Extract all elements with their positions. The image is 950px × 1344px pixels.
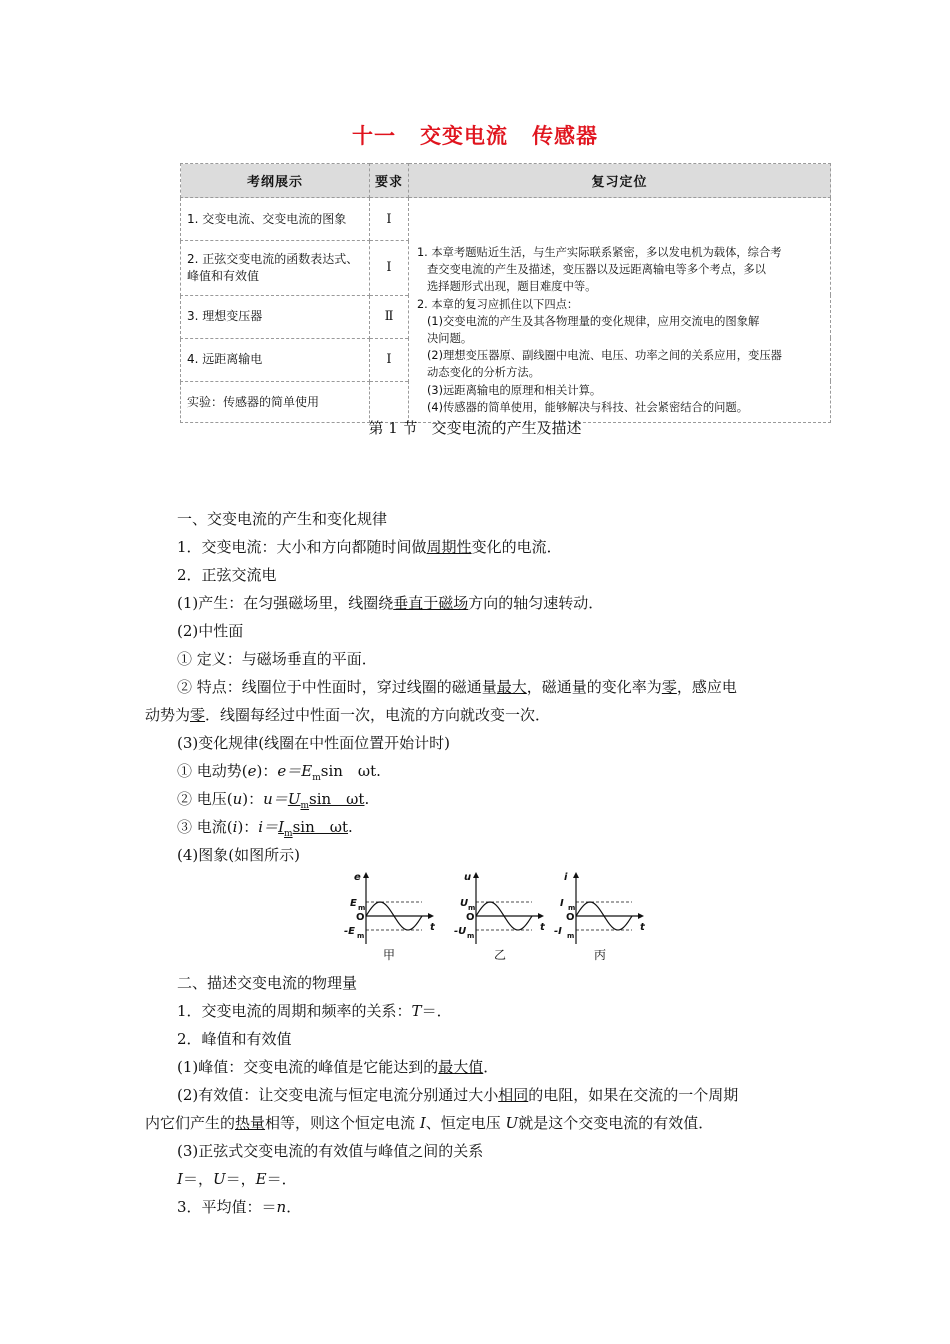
chapter-subtitle: 传感器: [532, 124, 598, 148]
graph-caption: 乙: [494, 948, 507, 962]
origin-label: O: [466, 912, 475, 923]
heading-generation: 一、交变电流的产生和变化规律: [177, 510, 388, 528]
positioning-line: (3)远距离输电的原理和相关计算。: [427, 383, 602, 397]
heading-quantities: 二、描述交变电流的物理量: [177, 974, 358, 992]
paragraph: 2．正弦交流电: [177, 566, 277, 584]
origin-label: O: [566, 912, 575, 923]
paragraph: 1．交变电流：大小和方向都随时间做周期性变化的电流．: [177, 538, 562, 556]
positioning-line: (1)交变电流的产生及其各物理量的变化规律，应用交流电的图象解: [427, 314, 760, 328]
paragraph: 3．平均值：＝n．: [177, 1198, 302, 1216]
graph-e: [344, 872, 436, 944]
syllabus-item: 2. 正弦交变电流的函数表达式、峰值和有效值: [181, 241, 370, 295]
chapter-name: 交变电流: [420, 124, 508, 148]
trough-subscript: m: [357, 932, 365, 940]
positioning-line: 动态变化的分析方法。: [427, 366, 540, 380]
syllabus-requirement: Ⅰ: [370, 198, 409, 241]
x-axis-arrow: [638, 913, 644, 919]
positioning-line: 选择题形式出现，题目难度中等。: [427, 280, 597, 294]
header-positioning: 复习定位: [409, 164, 831, 198]
paragraph: ② 特点：线圈位于中性面时，穿过线圈的磁通量最大，磁通量的变化率为零，感应电: [177, 678, 737, 696]
syllabus-item: 实验：传感器的简单使用: [181, 381, 370, 422]
peak-subscript: m: [358, 904, 366, 912]
time-label: t: [540, 922, 545, 933]
y-axis-arrow: [473, 872, 479, 878]
syllabus-item: 1. 交变电流、交变电流的图象: [181, 198, 370, 241]
y-axis-arrow: [363, 872, 369, 878]
positioning-line: 2. 本章的复习应抓住以下四点：: [417, 297, 579, 311]
positioning-line: 决问题。: [427, 332, 473, 346]
peak-subscript: m: [568, 904, 576, 912]
trough-subscript: m: [467, 932, 475, 940]
paragraph: (3)正弦式交变电流的有效值与峰值之间的关系: [177, 1142, 484, 1160]
peak-label: U: [460, 898, 469, 909]
peak-label: E: [350, 898, 357, 909]
table-row: [181, 198, 831, 241]
paragraph: 内它们产生的热量相等，则这个恒定电流 I、恒定电压 U就是这个交变电流的有效值．: [145, 1114, 714, 1132]
axis-label: u: [464, 872, 472, 883]
x-axis-arrow: [538, 913, 544, 919]
paragraph: (1)峰值：交变电流的峰值是它能达到的最大值．: [177, 1058, 499, 1076]
paragraph: 2．峰值和有效值: [177, 1030, 292, 1048]
peak-subscript: m: [468, 904, 476, 912]
paragraph: 动势为零．线圈每经过中性面一次，电流的方向就改变一次．: [145, 706, 551, 724]
graph-i: [554, 872, 646, 944]
chapter-number: 十一: [352, 124, 396, 148]
formula-rms: I＝，U＝，E＝．: [177, 1170, 297, 1188]
graph-caption: 丙: [594, 948, 607, 962]
paragraph: ① 定义：与磁场垂直的平面．: [177, 650, 377, 668]
syllabus-table: [180, 163, 831, 423]
origin-label: O: [356, 912, 365, 923]
trough-label: -E: [344, 926, 355, 937]
syllabus-requirement: Ⅰ: [370, 241, 409, 295]
section-name: 交变电流的产生及描述: [431, 419, 582, 437]
positioning-line: 1. 本章考题贴近生活，与生产实际联系紧密，多以发电机为载体，综合考: [417, 246, 782, 259]
positioning-line: (2)理想变压器原、副线圈中电流、电压、功率之间的关系应用，变压器: [427, 349, 782, 363]
formula-emf: ① 电动势(e)：$e=E_m\sin$ ωt.: [177, 762, 381, 783]
positioning-line: 查交变电流的产生及描述，变压器以及远距离输电等多个考点，多以: [427, 263, 766, 277]
paragraph: (2)有效值：让交变电流与恒定电流分别通过大小相同的电阻，如果在交流的一个周期: [177, 1086, 739, 1104]
positioning-text: [409, 198, 831, 423]
paragraph: (2)中性面: [177, 622, 244, 640]
trough-subscript: m: [567, 932, 575, 940]
chapter-title: [0, 120, 950, 150]
formula-voltage: ② 电压(u)：$u=U_m\sin$ ωt.: [177, 790, 370, 811]
paragraph: (3)变化规律(线圈在中性面位置开始计时): [177, 734, 450, 752]
positioning-line: (4)传感器的简单使用，能够解决与科技、社会紧密结合的问题。: [427, 400, 749, 414]
syllabus-requirement: Ⅱ: [370, 295, 409, 338]
peak-label: I: [560, 898, 564, 909]
syllabus-requirement: Ⅰ: [370, 338, 409, 381]
syllabus-item: 4. 远距离输电: [181, 338, 370, 381]
x-axis-arrow: [428, 913, 434, 919]
syllabus-item: 3. 理想变压器: [181, 295, 370, 338]
time-label: t: [640, 922, 645, 933]
graph-caption: 甲: [383, 948, 396, 962]
section-title: [0, 417, 950, 438]
paragraph: (1)产生：在匀强磁场里，线圈绕垂直于磁场方向的轴匀速转动．: [177, 594, 604, 612]
trough-label: -I: [554, 926, 562, 937]
trough-label: -U: [454, 926, 467, 937]
y-axis-arrow: [573, 872, 579, 878]
paragraph: (4)图象(如图所示): [177, 846, 300, 864]
syllabus-header-row: [181, 164, 831, 198]
section-number: 第 1 节: [368, 419, 418, 437]
formula-current: ③ 电流(i)：$i=I_m\sin$ ωt.: [177, 818, 353, 839]
axis-label: e: [354, 872, 361, 883]
header-outline: 考纲展示: [181, 164, 370, 198]
header-requirement: 要求: [370, 164, 409, 198]
axis-label: i: [564, 872, 568, 883]
paragraph: 1．交变电流的周期和频率的关系：T＝．: [177, 1002, 452, 1020]
time-label: t: [430, 922, 435, 933]
graph-u: [454, 872, 546, 944]
